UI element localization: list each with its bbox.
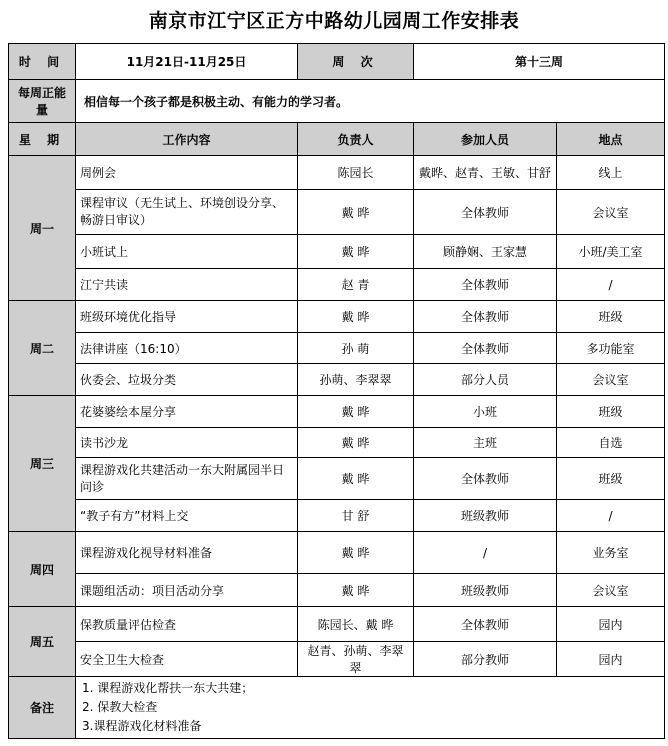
table-row	[9, 532, 665, 574]
note-item: 3.课程游戏化材料准备	[82, 719, 202, 733]
task-content: 花婆婆绘本屋分享	[76, 396, 298, 428]
page-title: 南京市江宁区正方中路幼儿园周工作安排表	[148, 10, 520, 32]
motto-text: 相信每一个孩子都是积极主动、有能力的学习者。	[76, 80, 665, 123]
task-content: 周例会	[76, 156, 298, 190]
col-owner: 负责人	[298, 123, 414, 156]
task-owner: 戴 晔	[298, 396, 414, 428]
task-participants: 全体教师	[414, 458, 557, 500]
task-owner: 赵青、孙萌、李翠翠	[298, 642, 414, 677]
task-content: 法律讲座（16:10）	[76, 333, 298, 364]
task-place: 会议室	[557, 190, 665, 235]
task-content: 课程游戏化共建活动一东大附属园半日问诊	[76, 458, 298, 500]
task-content: 班级环境优化指导	[76, 301, 298, 333]
task-place: 会议室	[557, 364, 665, 396]
table-row	[9, 642, 665, 677]
day-label-mon: 周一	[9, 156, 76, 301]
header-row	[9, 44, 665, 80]
task-content: 课题组活动：项目活动分享	[76, 574, 298, 607]
date-range: 11月21日-11月25日	[76, 44, 298, 80]
task-owner: 陈园长、戴 晔	[298, 607, 414, 642]
day-label-tue: 周二	[9, 301, 76, 396]
table-row	[9, 500, 665, 532]
task-place: 班级	[557, 458, 665, 500]
note-item: 1. 课程游戏化帮扶一东大共建；	[82, 681, 254, 695]
column-header-row	[9, 123, 665, 156]
task-content: “教子有方”材料上交	[76, 500, 298, 532]
task-content: 保教质量评估检查	[76, 607, 298, 642]
task-participants: 班级教师	[414, 500, 557, 532]
table-row	[9, 301, 665, 333]
task-content: 安全卫生大检查	[76, 642, 298, 677]
notes-row	[9, 677, 665, 739]
task-place: /	[557, 269, 665, 301]
task-place: /	[557, 500, 665, 532]
task-owner: 孙 萌	[298, 333, 414, 364]
task-participants: 部分教师	[414, 642, 557, 677]
task-owner: 戴 晔	[298, 532, 414, 574]
table-row	[9, 333, 665, 364]
table-row	[9, 156, 665, 190]
schedule-table	[8, 43, 665, 739]
task-content: 课程审议（无生试上、环境创设分享、畅游日审议）	[76, 190, 298, 235]
task-content: 小班试上	[76, 235, 298, 269]
table-row	[9, 269, 665, 301]
task-participants: 全体教师	[414, 333, 557, 364]
day-label-wed: 周三	[9, 396, 76, 532]
table-row	[9, 458, 665, 500]
col-day: 星 期	[9, 123, 76, 156]
task-owner: 戴 晔	[298, 428, 414, 458]
task-content: 江宁共读	[76, 269, 298, 301]
notes-list	[76, 677, 665, 739]
task-participants: /	[414, 532, 557, 574]
task-content: 读书沙龙	[76, 428, 298, 458]
day-label-fri: 周五	[9, 607, 76, 677]
week-label: 周 次	[298, 44, 414, 80]
day-label-thu: 周四	[9, 532, 76, 607]
task-participants: 全体教师	[414, 269, 557, 301]
task-owner: 戴 晔	[298, 235, 414, 269]
task-participants: 全体教师	[414, 607, 557, 642]
task-place: 小班/美工室	[557, 235, 665, 269]
table-row	[9, 607, 665, 642]
task-participants: 全体教师	[414, 301, 557, 333]
task-place: 会议室	[557, 574, 665, 607]
col-place: 地点	[557, 123, 665, 156]
motto-row	[9, 80, 665, 123]
motto-label: 每周正能量	[9, 80, 76, 123]
table-row	[9, 428, 665, 458]
table-row	[9, 235, 665, 269]
task-owner: 赵 青	[298, 269, 414, 301]
table-row	[9, 364, 665, 396]
task-content: 课程游戏化视导材料准备	[76, 532, 298, 574]
task-participants: 班级教师	[414, 574, 557, 607]
task-participants: 小班	[414, 396, 557, 428]
week-value: 第十三周	[414, 44, 665, 80]
task-owner: 戴 晔	[298, 574, 414, 607]
task-place: 班级	[557, 301, 665, 333]
task-participants: 顾静娴、王家慧	[414, 235, 557, 269]
task-owner: 戴 晔	[298, 301, 414, 333]
task-owner: 甘 舒	[298, 500, 414, 532]
task-owner: 戴 晔	[298, 190, 414, 235]
task-participants: 戴晔、赵青、王敏、甘舒	[414, 156, 557, 190]
col-participants: 参加人员	[414, 123, 557, 156]
task-place: 业务室	[557, 532, 665, 574]
time-label: 时 间	[9, 44, 76, 80]
task-owner: 戴 晔	[298, 458, 414, 500]
table-row	[9, 574, 665, 607]
notes-label: 备注	[9, 677, 76, 739]
task-place: 园内	[557, 607, 665, 642]
task-participants: 全体教师	[414, 190, 557, 235]
table-row	[9, 190, 665, 235]
task-place: 自选	[557, 428, 665, 458]
task-place: 多功能室	[557, 333, 665, 364]
task-content: 伙委会、垃圾分类	[76, 364, 298, 396]
task-owner: 陈园长	[298, 156, 414, 190]
task-place: 线上	[557, 156, 665, 190]
task-owner: 孙萌、李翠翠	[298, 364, 414, 396]
task-participants: 主班	[414, 428, 557, 458]
note-item: 2. 保教大检查	[82, 700, 158, 714]
task-place: 班级	[557, 396, 665, 428]
task-place: 园内	[557, 642, 665, 677]
task-participants: 部分人员	[414, 364, 557, 396]
table-row	[9, 396, 665, 428]
col-content: 工作内容	[76, 123, 298, 156]
